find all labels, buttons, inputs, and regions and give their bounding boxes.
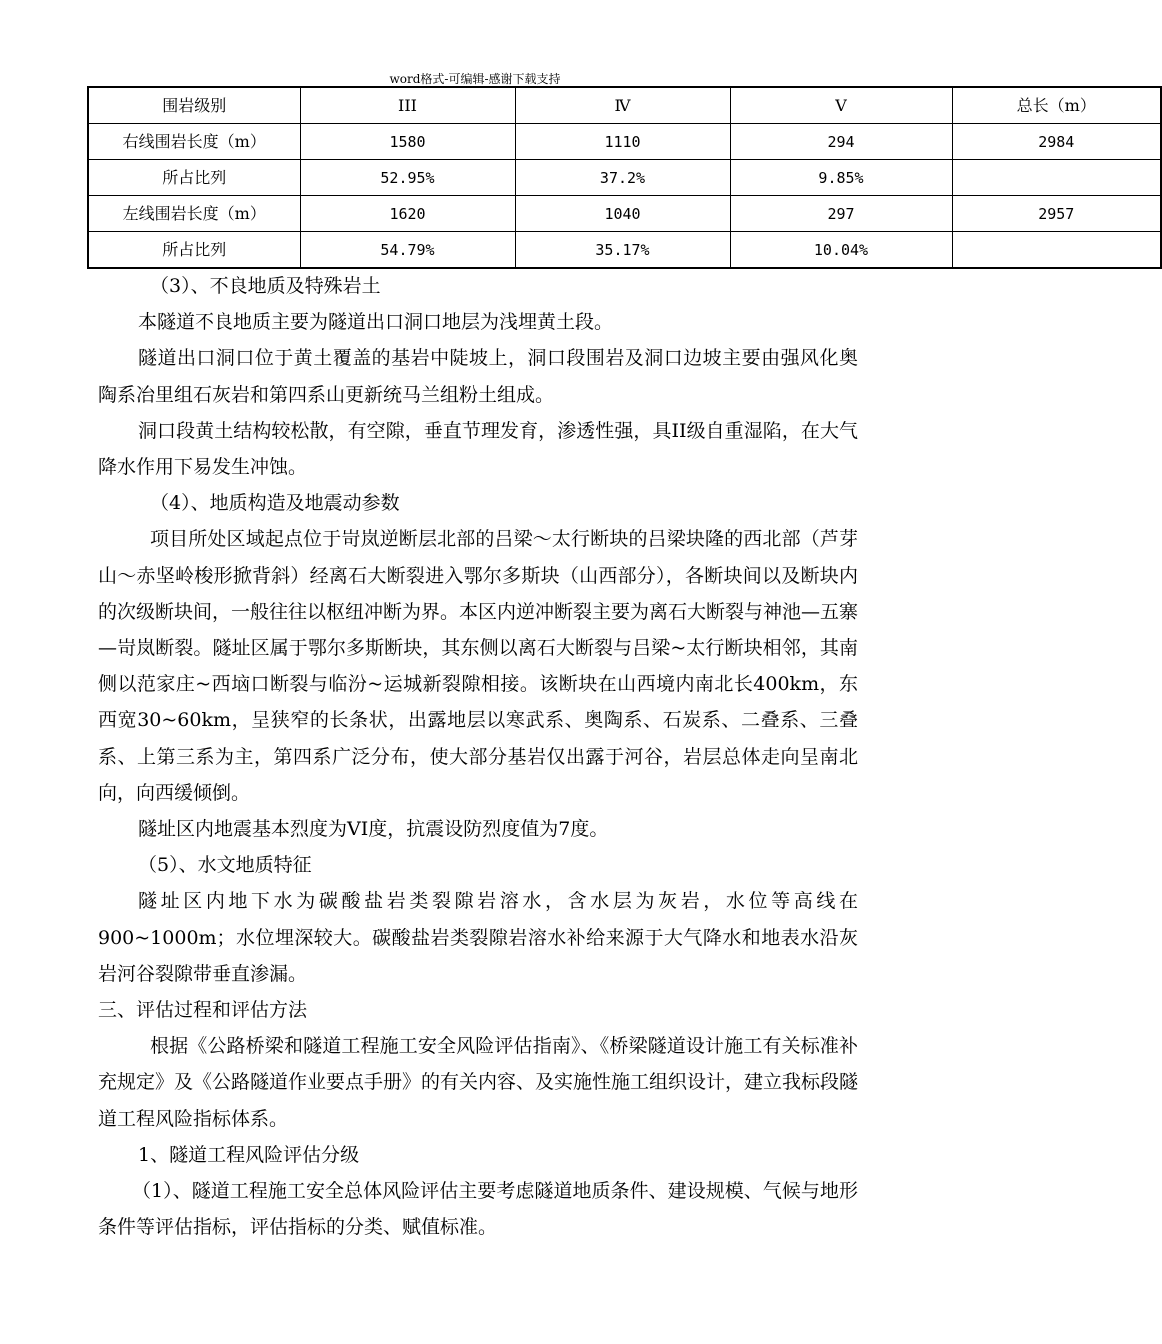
paragraph: 隧道出口洞口位于黄土覆盖的基岩中陡坡上，洞口段围岩及洞口边坡主要由强风化奥陶系冶里组石灰岩和第四系山更新统马兰组粉土组成。 [98, 347, 858, 406]
table-cell: 2957 [952, 196, 1161, 232]
table-row [88, 232, 1161, 269]
table-cell: 37.2% [515, 160, 730, 196]
table-cell: 1040 [515, 196, 730, 232]
table-cell: 所占比列 [88, 160, 300, 196]
paragraph: （1）、隧道工程施工安全总体风险评估主要考虑隧道地质条件、建设规模、气候与地形条件等评估指标，评估指标的分类、赋值标准。 [98, 1180, 858, 1239]
table-cell [952, 160, 1161, 196]
table-cell: 1620 [300, 196, 515, 232]
table-row [88, 87, 1161, 124]
table-cell: 9.85% [730, 160, 952, 196]
table-cell: 52.95% [300, 160, 515, 196]
paragraph: 项目所处区域起点位于岢岚逆断层北部的吕梁～太行断块的吕梁块隆的西北部（芦芽山～赤坚岭梭形掀背斜）经离石大断裂进入鄂尔多斯块（山西部分），各断块间以及断块内的次级断块间，一般往往以枢纽冲断为界。本区内逆冲断裂主要为离石大断裂与神池—五寨—岢岚断裂。隧址区属于鄂尔多斯断块，其东侧以离石大断裂与吕梁~太行断块相邻，其南侧以范家庄~西垴口断裂与临汾~运城新裂隙相接。该断块在山西境内南北长400km，东西宽30~60km，呈狭窄的长条状，出露地层以寒武系、奥陶系、石炭系、二叠系、三叠系、上第三系为主，第四系广泛分布，使大部分基岩仅出露于河谷，岩层总体走向呈南北向，向西缓倾倒。 [98, 528, 859, 804]
table-cell: 围岩级别 [88, 87, 300, 124]
table-cell: 所占比列 [88, 232, 300, 269]
table-cell: 54.79% [300, 232, 515, 269]
table-cell: 297 [730, 196, 952, 232]
section-heading: （4）、地质构造及地震动参数 [150, 492, 400, 515]
paragraph: 洞口段黄土结构较松散，有空隙，垂直节理发育，渗透性强，具II级自重湿陷，在大气降水作用下易发生冲蚀。 [98, 419, 858, 479]
table-cell: 2984 [952, 124, 1161, 160]
table-cell: III [300, 87, 515, 124]
table-cell: 35.17% [515, 232, 730, 269]
table-cell: 左线围岩长度（m） [88, 196, 300, 232]
table-cell: 右线围岩长度（m） [88, 124, 300, 160]
table-row [88, 124, 1161, 160]
paragraph: 隧址区内地下水为碳酸盐岩类裂隙岩溶水，含水层为灰岩，水位等高线在900~1000m；水位埋深较大。碳酸盐岩类裂隙岩溶水补给来源于大气降水和地表水沿灰岩河谷裂隙带垂直渗漏。 [98, 890, 858, 985]
document-body [98, 268, 858, 1245]
table-cell [952, 232, 1161, 269]
table-cell: Ⅴ [730, 87, 952, 124]
table-cell: 1110 [515, 124, 730, 160]
rock-grade-table [87, 86, 1162, 269]
page-header: word格式-可编辑-感谢下载支持 [389, 72, 561, 86]
subsection-heading: 1、隧道工程风险评估分级 [138, 1143, 360, 1166]
table-row [88, 160, 1161, 196]
paragraph: 根据《公路桥梁和隧道工程施工安全风险评估指南》、《桥梁隧道设计施工有关标准补充规定》及《公路隧道作业要点手册》的有关内容、及实施性施工组织设计，建立我标段隧道工程风险指标体系。 [98, 1035, 859, 1130]
section-heading: （5）、水文地质特征 [138, 854, 312, 877]
table-cell: Ⅳ [515, 87, 730, 124]
table-cell: 1580 [300, 124, 515, 160]
table-cell: 10.04% [730, 232, 952, 269]
paragraph: 本隧道不良地质主要为隧道出口洞口地层为浅埋黄土段。 [138, 311, 614, 334]
paragraph: 隧址区内地震基本烈度为VI度，抗震设防烈度值为7度。 [138, 818, 609, 841]
table-row [88, 196, 1161, 232]
table-cell: 总长（m） [952, 87, 1161, 124]
table-cell: 294 [730, 124, 952, 160]
section-heading: （3）、不良地质及特殊岩土 [150, 275, 381, 297]
chapter-heading: 三、评估过程和评估方法 [98, 999, 308, 1022]
